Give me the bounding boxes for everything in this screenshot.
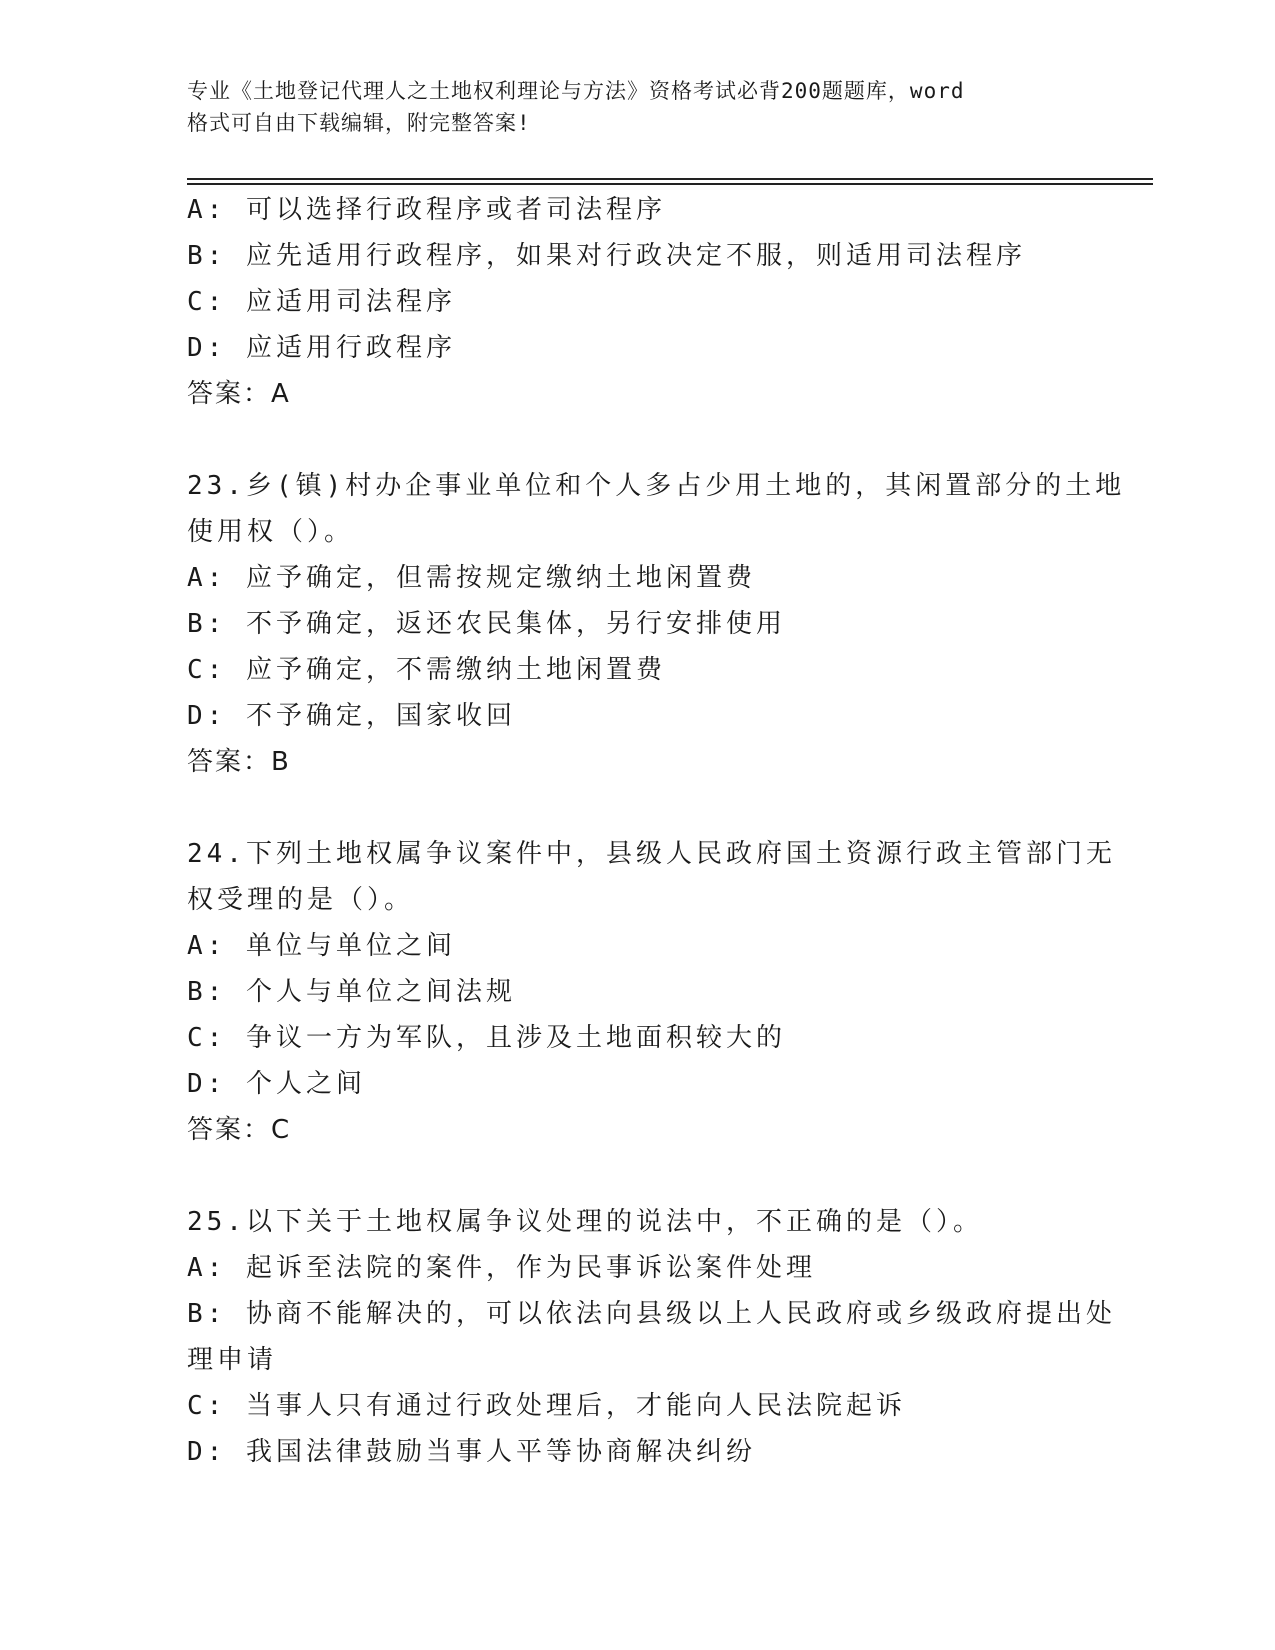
option-d: D: 不予确定，国家收回	[187, 701, 516, 731]
option-c: C: 争议一方为军队，且涉及土地面积较大的	[187, 1023, 786, 1053]
option-c: C: 当事人只有通过行政处理后，才能向人民法院起诉	[187, 1391, 906, 1421]
header-divider-top	[187, 178, 1153, 180]
option-b: B: 协商不能解决的，可以依法向县级以上人民政府或乡级政府提出处	[187, 1299, 1116, 1329]
answer: 答案：A	[187, 379, 291, 409]
question-list	[187, 187, 1126, 1475]
header-line-1: 专业《土地登记代理人之土地权利理论与方法》资格考试必背200题题库，word	[187, 79, 965, 103]
option-b: B: 个人与单位之间法规	[187, 977, 516, 1007]
option-b-continued: 理申请	[187, 1345, 278, 1375]
option-d: D: 个人之间	[187, 1069, 366, 1099]
question-25	[187, 1199, 1116, 1475]
header-divider-bottom	[187, 183, 1153, 185]
question-stem-continued: 权受理的是（）。	[187, 885, 415, 915]
option-a: A: 单位与单位之间	[187, 931, 456, 961]
document-header	[187, 75, 1087, 139]
question-23	[187, 463, 1126, 785]
header-line-2: 格式可自由下载编辑，附完整答案!	[187, 111, 531, 135]
spacer	[187, 1153, 1087, 1199]
question-stem: 25.以下关于土地权属争议处理的说法中，不正确的是（）。	[187, 1207, 983, 1237]
question-24	[187, 831, 1116, 1153]
question-stem: 24.下列土地权属争议案件中，县级人民政府国土资源行政主管部门无	[187, 839, 1116, 869]
option-a: A: 应予确定，但需按规定缴纳土地闲置费	[187, 563, 756, 593]
option-c: C: 应适用司法程序	[187, 287, 456, 317]
answer: 答案：B	[187, 747, 291, 777]
question-stem: 23.乡(镇)村办企事业单位和个人多占少用土地的，其闲置部分的土地	[187, 471, 1126, 501]
option-a: A: 起诉至法院的案件，作为民事诉讼案件处理	[187, 1253, 816, 1283]
question-22	[187, 187, 1087, 417]
option-a: A: 可以选择行政程序或者司法程序	[187, 195, 666, 225]
answer: 答案：C	[187, 1115, 292, 1145]
option-b: B: 不予确定，返还农民集体，另行安排使用	[187, 609, 786, 639]
question-stem-continued: 使用权（）。	[187, 517, 355, 547]
option-d: D: 应适用行政程序	[187, 333, 456, 363]
spacer	[187, 785, 1087, 831]
option-b: B: 应先适用行政程序，如果对行政决定不服，则适用司法程序	[187, 241, 1026, 271]
spacer	[187, 417, 1087, 463]
option-d: D: 我国法律鼓励当事人平等协商解决纠纷	[187, 1437, 756, 1467]
option-c: C: 应予确定，不需缴纳土地闲置费	[187, 655, 666, 685]
